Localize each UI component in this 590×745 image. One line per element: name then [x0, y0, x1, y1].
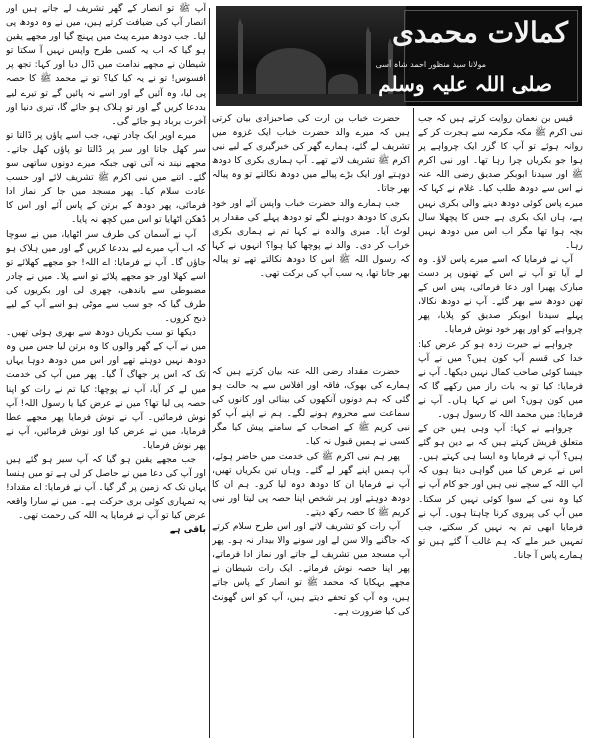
article-column-middle-bottom	[212, 365, 410, 737]
article-paragraph: آپ نے آسمان کی طرف سر اٹھایا، میں نے سوچا کہ اب آپ میرے لیے بددعا کریں گے اور میں ہلاک ہو جاؤں گا۔ آپ نے فرمایا: اے اللہ! جو مجھے کھلائے تو اسے کھلا اور جو مجھے پلائے تو اسے پلا۔ میں نے چادر مضبوطی سے باندھی، چھری لی اور بکریوں کی طرف گیا کہ جو سب سے موٹی ہو اسے آپ کے لیے ذبح کروں۔	[6, 228, 206, 325]
author-byline: مولانا سید منظور احمد شاہ آسی	[375, 60, 486, 69]
minaret-icon	[366, 32, 371, 96]
continued-note: باقی ہے	[169, 524, 206, 536]
article-paragraph: میرے اوپر ایک چادر تھی، جب اسے پاؤں پر ڈالتا تو سر کھل جاتا اور سر پر ڈالتا تو پاؤں کھل جاتے۔ مجھے نیند نہ آتی تھی جبکہ میرے دونوں ساتھی سو گئے۔ اتنے میں نبی اکرم ﷺ تشریف لائے اور حسب عادت سلام کیا۔ پھر مسجد میں جا کر نماز ادا فرمائی، پھر دودھ کے برتن کے پاس آئے اور اس کا ڈھکن اٹھایا تو اس میں کچھ نہ پایا۔	[6, 129, 206, 226]
minaret-icon	[238, 24, 243, 96]
article-paragraph: چرواہے نے حیرت زدہ ہو کر عرض کیا: خدا کی قسم آپ کون ہیں؟ میں نے آپ جیسا کوئی صاحب کمال نہیں دیکھا۔ آپ نے فرمایا: کیا تو یہ بات راز میں رکھے گا کہ میں کون ہوں؟ اس نے کہا ہاں۔ آپ نے فرمایا: میں محمد اللہ کا رسول ہوں۔	[418, 338, 583, 420]
article-paragraph: آپ ﷺ تو انصار کے گھر تشریف لے جاتے ہیں اور انصار آپ کی ضیافت کرتے ہیں، میں نے وہ دودھ پی لیا۔ جب دودھ میرے پیٹ میں پہنچ گیا اور مجھے یقین ہو گیا کہ اب یہ کسی طرح واپس نہیں آ سکتا تو شیطان نے مجھے ندامت میں ڈال دیا اور کہا: تجھ پر افسوس! تو نے یہ کیا کیا؟ تو نے محمد ﷺ کا حصہ پی لیا، وہ آئیں گے اور اسے نہ پائیں گے تو تیرے لیے بددعا کریں گے اور تو ہلاک ہو جائے گا، تیری دنیا اور آخرت برباد ہو جائے گی۔	[6, 3, 206, 127]
article-column-right	[418, 112, 583, 732]
mosque-dome-icon	[256, 48, 326, 96]
column-divider	[209, 8, 210, 738]
column-title: کمالات محمدی	[392, 16, 568, 49]
article-paragraph: چرواہے نے کہا: آپ وہی ہیں جن کے متعلق قریش کہتے ہیں کہ بے دین ہو گئے ہیں؟ آپ نے فرمایا وہ ایسا ہی کہتے ہیں۔ اس نے عرض کیا میں گواہی دیتا ہوں کہ آپ اللہ کے سچے نبی ہیں اور جو کام آپ نے کیا وہ نبی کے سوا کوئی نہیں کر سکتا۔ میں آپ کی پیروی کرنا چاہتا ہوں۔ آپ نے فرمایا ابھی تم یہ نہیں کر سکتے، جب تمہیں خبر ملے کہ ہم غالب آ گئے ہیں تو ہمارے پاس آ جانا۔	[418, 423, 583, 561]
article-paragraph: آپ رات کو تشریف لاتے اور اس طرح سلام کرتے کہ جاگنے والا سن لے اور سونے والا بیدار نہ ہو۔ پھر آپ مسجد میں تشریف لے جاتے اور نماز ادا فرماتے، پھر اپنا حصہ نوش فرماتے۔ ایک رات شیطان نے مجھے بہکایا کہ محمد ﷺ تو انصار کے پاس جاتے ہیں، وہ آپ کو تحفے دیتے ہیں، آپ کو اس گھونٹ کی کیا ضرورت ہے۔	[212, 521, 410, 617]
salawat-calligraphy: صلی اللہ علیہ وسلم	[378, 72, 552, 96]
article-paragraph: حضرت مقداد رضی اللہ عنہ بیان کرتے ہیں کہ ہمارے کی بھوک، فاقہ اور افلاس سے یہ حالت ہو گئی کہ ہم دونوں آنکھوں کی بینائی اور کانوں کی سماعت سے محروم ہونے لگے۔ ہم نے اپنے آپ کو نبی کریم ﷺ کے اصحاب کے سامنے پیش کیا مگر کسی نے ہمیں قبول نہ کیا۔	[212, 366, 410, 448]
article-paragraph: حضرت خباب بن ارت کی صاحبزادی بیان کرتی ہیں کہ میرے والد حضرت خباب ایک غزوہ میں تشریف لے گئے، ہمارے گھر کی خبرگیری کے لیے نبی اکرم ﷺ تشریف لاتے تھے۔ آپ ہماری بکری کا دودھ دوہتے اور ایک بڑے پیالے میں دودھ نکالتے تو وہ پیالہ بھر جاتا۔	[212, 113, 410, 195]
article-paragraph: جب مجھے یقین ہو گیا کہ آپ سیر ہو گئے ہیں اور آپ کی دعا میں نے حاصل کر لی ہے تو میں ہنسا یہاں تک کہ زمین پر گر گیا۔ آپ نے فرمایا: اے مقداد! یہ تمہاری کوئی بری حرکت ہے۔ میں نے سارا واقعہ عرض کیا تو آپ نے فرمایا یہ اللہ کی رحمت تھی۔	[6, 454, 206, 522]
article-paragraph: جب ہمارے والد حضرت خباب واپس آئے اور خود بکری کا دودھ دوہنے لگے تو دودھ پہلے کی مقدار پر لوٹ آیا۔ میری والدہ نے کہا تم نے ہماری بکری خراب کر دی۔ والد نے پوچھا کیا ہوا؟ انہوں نے کہا کہ رسول اللہ ﷺ اس کا دودھ نکالتے تھے تو پیالہ بھر جاتا تھا، یہ سب آپ کی برکت تھی۔	[212, 197, 410, 280]
article-column-left	[6, 2, 206, 742]
article-paragraph: قیس بن نعمان روایت کرتے ہیں کہ جب نبی اکرم ﷺ مکہ مکرمہ سے ہجرت کر کے روانہ ہوئے تو آپ کا گزر ایک چرواہے پر ہوا جو بکریاں چرا رہا تھا۔ اور نبی اکرم ﷺ اور سیدنا ابوبکر صدیق رضی اللہ عنہ نے اس سے دودھ طلب کیا۔ غلام نے کہا کہ میرے پاس کوئی دودھ دینے والی بکری نہیں ہے، ہاں ایک بکری ہے جس کا پچھلا سال بچہ ہوا تھا مگر اب اس میں دودھ نہیں رہا۔	[418, 113, 583, 251]
article-paragraph: پھر ہم نبی اکرم ﷺ کی خدمت میں حاضر ہوئے، آپ ہمیں اپنے گھر لے گئے۔ وہاں تین بکریاں تھیں، آپ نے فرمایا ان کا دودھ دوہ لیا کرو۔ ہم ان کا دودھ دوہتے اور ہر شخص اپنا حصہ پی لیتا اور نبی کریم ﷺ کا حصہ رکھ دیتے۔	[212, 450, 410, 518]
small-dome-icon	[328, 74, 358, 96]
article-column-middle-top	[212, 112, 410, 362]
column-banner	[216, 6, 582, 106]
article-paragraph: آپ نے فرمایا کہ اسے میرے پاس لاؤ۔ وہ لے آیا تو آپ نے اس کے تھنوں پر دست مبارک پھیرا اور دعا فرمائی، پس اس کے تھن دودھ سے بھر گئے۔ آپ نے دودھ نکالا، پہلے سیدنا ابوبکر صدیق کو پلایا، پھر چرواہے کو اور پھر خود نوش فرمایا۔	[418, 253, 583, 336]
column-divider	[413, 108, 414, 738]
article-paragraph: دیکھا تو سب بکریاں دودھ سے بھری ہوئی تھیں۔ میں نے آپ کے گھر والوں کا وہ برتن لیا جس میں وہ دودھ نہیں دوہتے تھے اور اس میں دودھ دوہا یہاں تک کہ اس پر جھاگ آ گیا۔ پھر میں آپ کی خدمت میں لے کر آیا، آپ نے پوچھا: کیا تم نے رات کو اپنا حصہ پی لیا تھا؟ میں نے عرض کیا یا رسول اللہ! آپ نوش فرمائیں۔ آپ نے نوش فرمایا پھر مجھے عطا فرمایا، میں نے عرض کیا اور نوش فرمائیں، آپ نے پھر نوش فرمایا۔	[6, 327, 206, 451]
